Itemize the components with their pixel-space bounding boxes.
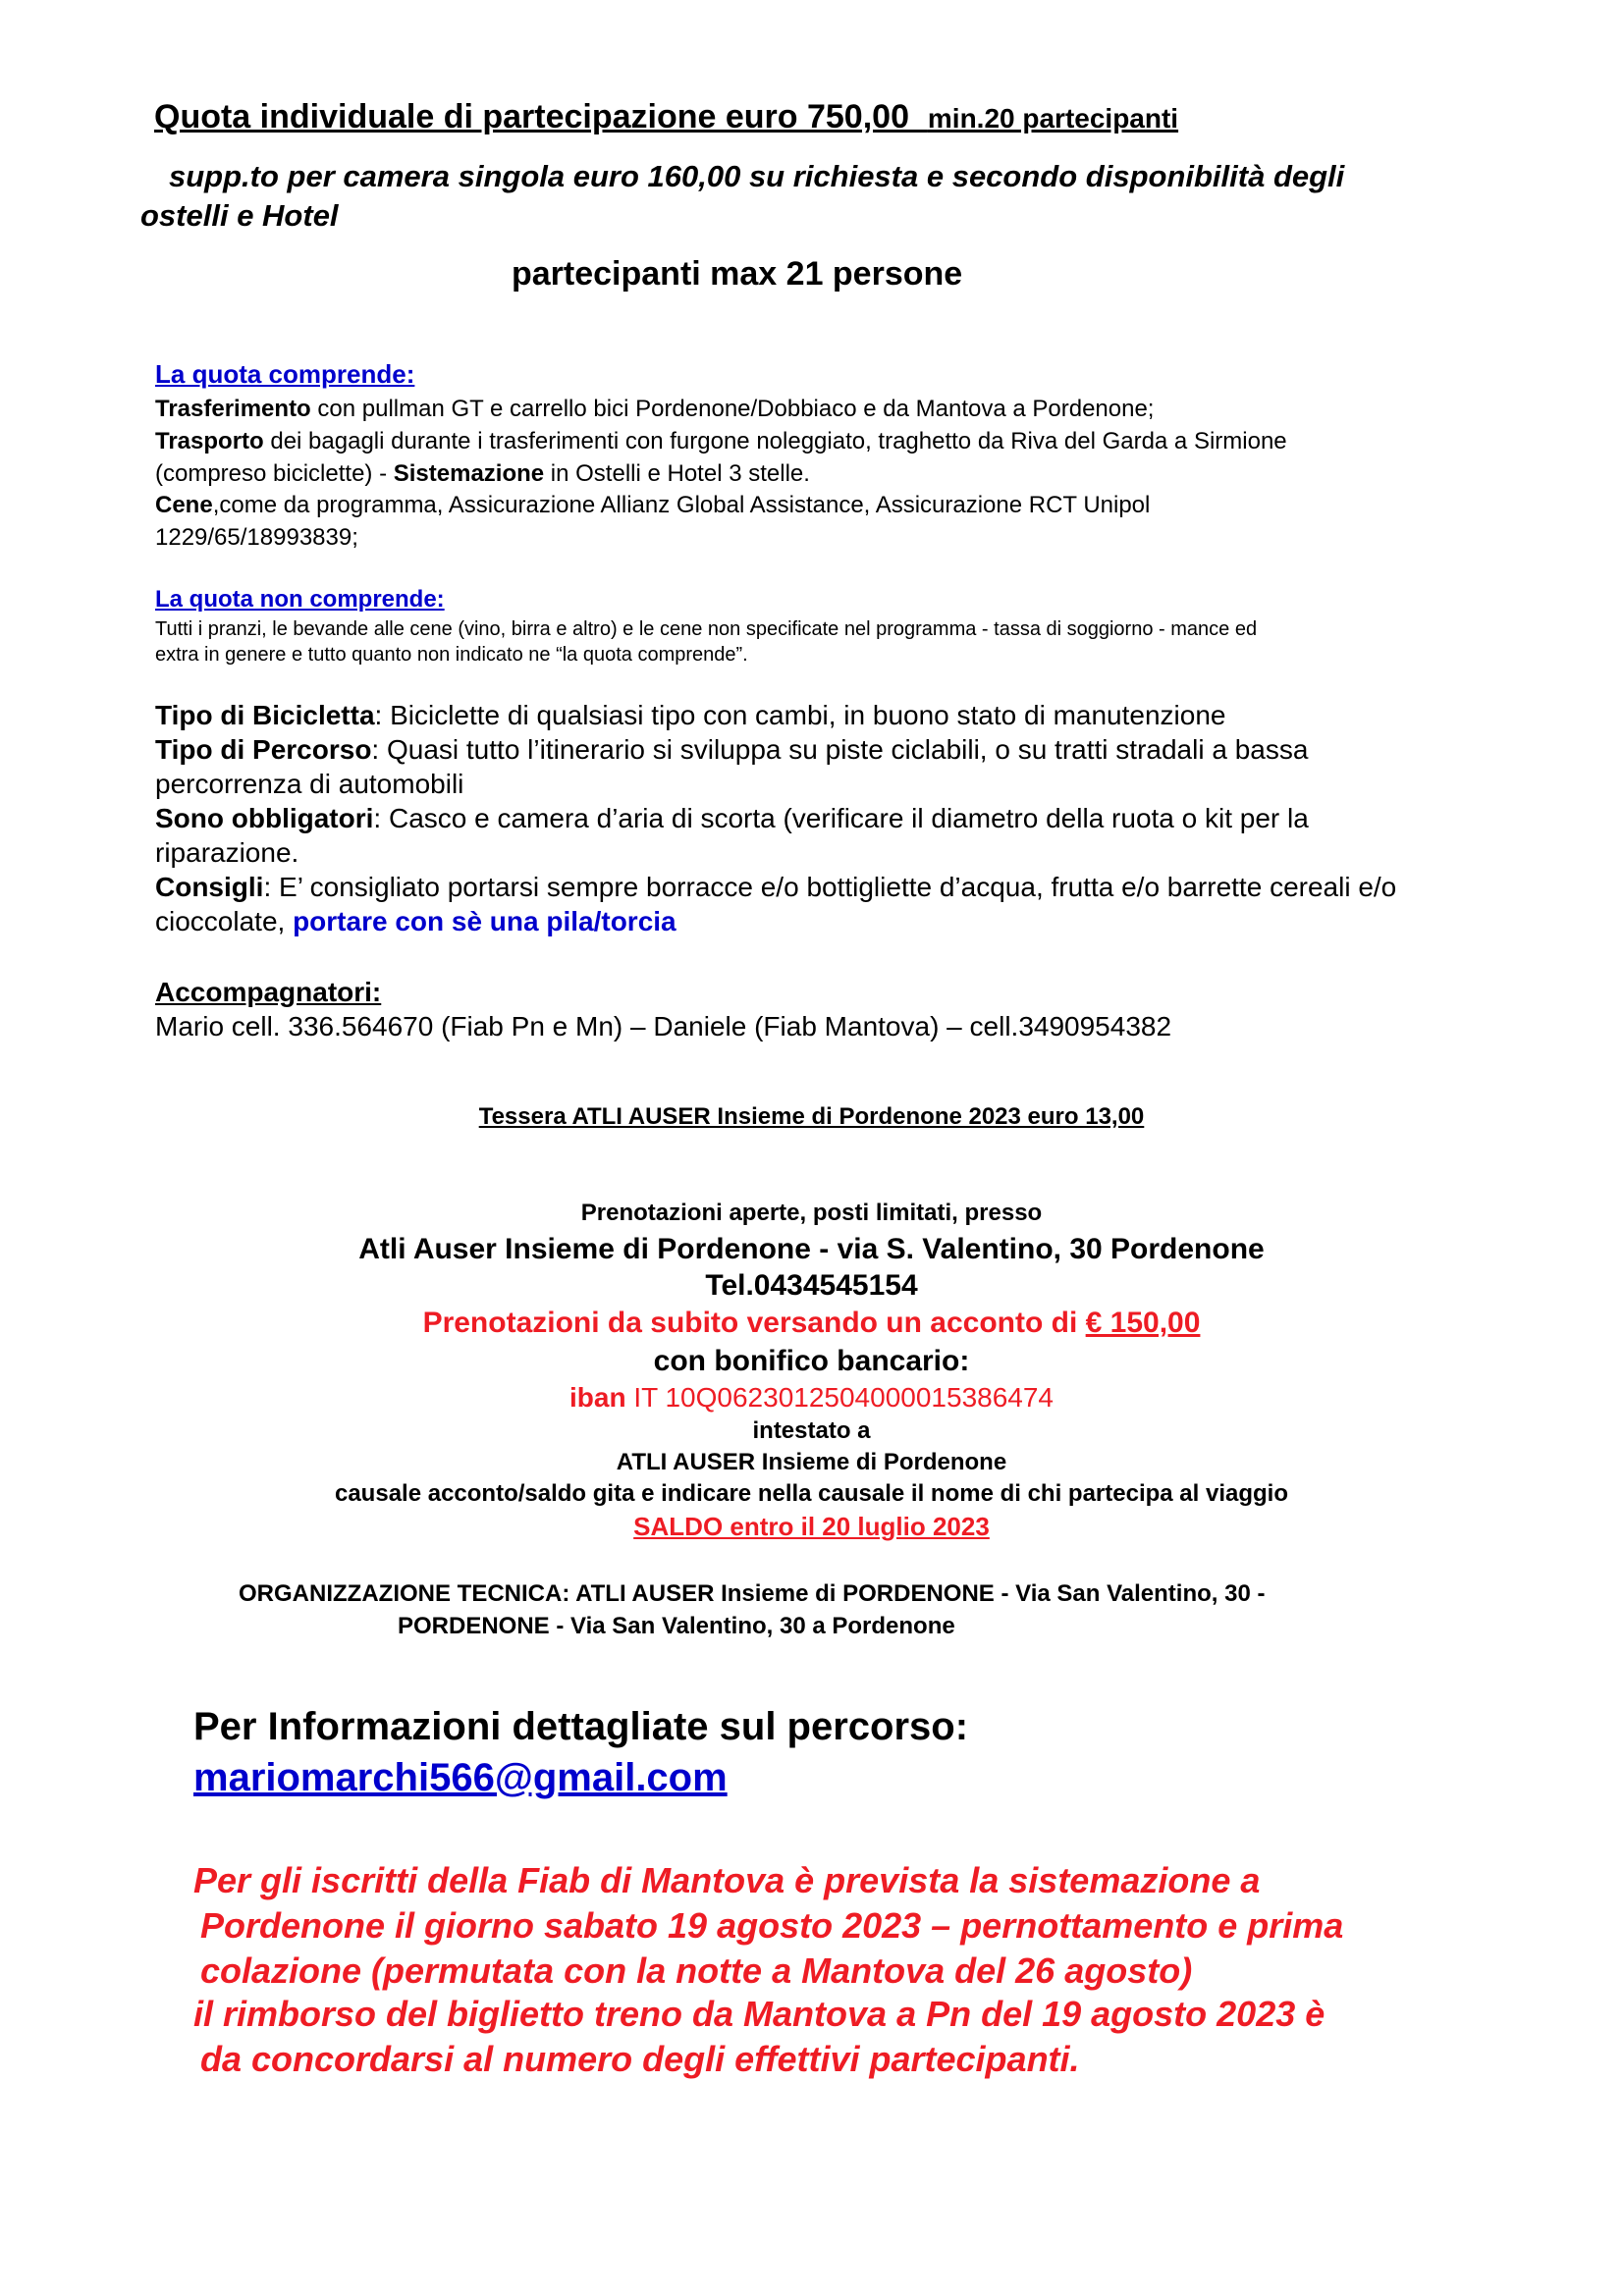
includes-heading: La quota comprende:	[155, 359, 415, 389]
membership-fee: Tessera ATLI AUSER Insieme di Pordenone 2023 euro 13,00	[478, 1103, 1145, 1130]
booking-deposit	[0, 1307, 1623, 1340]
iban	[0, 1382, 1623, 1414]
includes-dinners-label: Cene	[155, 492, 213, 518]
advice-torch: portare con sè una pila/torcia	[293, 906, 676, 936]
guides-contacts: Mario cell. 336.564670 (Fiab Pn e Mn) – Daniele (Fiab Mantova) – cell.3490954382	[155, 1011, 1172, 1041]
includes-line-5: 1229/65/18993839;	[155, 524, 358, 551]
mantova-note-line-3: colazione (permutata con la notte a Mantova del 26 agosto)	[200, 1950, 1193, 1991]
includes-line-4	[155, 492, 1150, 519]
includes-line-2	[155, 428, 1287, 455]
advice-text-2: cioccolate,	[155, 906, 294, 936]
excludes-line-1: Tutti i pranzi, le bevande alle cene (vino, birra e altro) e le cene non specificate nel programma - tassa di soggiorno - mance ed	[155, 618, 1258, 640]
mantova-note-line-2: Pordenone il giorno sabato 19 agosto 2023 – pernottamento e prima	[200, 1905, 1344, 1946]
iban-value: IT 10Q0623012504000015386474	[625, 1382, 1054, 1413]
quota-title	[154, 98, 1178, 136]
balance-deadline: SALDO entro il 20 luglio 2023	[633, 1512, 990, 1541]
route-type-text: : Quasi tutto l’itinerario si sviluppa su piste ciclabili, o su tratti stradali a bassa	[371, 734, 1309, 765]
includes-line-3	[155, 460, 810, 488]
payee-label: intestato a	[752, 1417, 871, 1444]
booking-deposit-text: Prenotazioni da subito versando un acconto di	[422, 1307, 1086, 1339]
payee: ATLI AUSER Insieme di Pordenone	[616, 1449, 1007, 1475]
route-type	[155, 734, 1308, 766]
mandatory-text: : Casco e camera d’aria di scorta (verificare il diametro della ruota o kit per la	[373, 803, 1309, 833]
includes-transfer-text: con pullman GT e carrello bici Pordenone/Dobbiaco e da Mantova a Pordenone;	[310, 396, 1155, 422]
single-room-supplement: supp.to per camera singola euro 160,00 su richiesta e secondo disponibilità degli	[169, 159, 1345, 193]
booking-phone: Tel.0434545154	[705, 1269, 918, 1302]
mandatory-label: Sono obbligatori	[155, 803, 374, 833]
payment-reason: causale acconto/saldo gita e indicare nella causale il nome di chi partecipa al viaggio	[334, 1480, 1288, 1507]
includes-transport-label: Trasporto	[155, 428, 264, 454]
booking-open: Prenotazioni aperte, posti limitati, presso	[580, 1200, 1043, 1226]
advice	[155, 872, 1396, 903]
bike-type-label: Tipo di Bicicletta	[155, 700, 375, 730]
includes-transport-text: dei bagagli durante i trasferimenti con furgone noleggiato, traghetto da Riva del Garda a Sirmione	[263, 428, 1287, 454]
route-type-label: Tipo di Percorso	[155, 734, 372, 765]
quota-min: min.20 partecipanti	[927, 103, 1179, 133]
advice-2	[155, 906, 676, 937]
advice-label: Consigli	[155, 872, 264, 902]
booking-deposit-amount: € 150,00	[1085, 1307, 1201, 1339]
excludes-line-2: extra in genere e tutto quanto non indicato ne “la quota comprende”.	[155, 644, 748, 666]
info-heading: Per Informazioni dettagliate sul percorso:	[193, 1705, 969, 1748]
max-participants: partecipanti max 21 persone	[512, 255, 963, 293]
route-type-2: percorrenza di automobili	[155, 769, 464, 799]
tech-org-line-1: ORGANIZZAZIONE TECNICA: ATLI AUSER Insieme di PORDENONE - Via San Valentino, 30 -	[239, 1580, 1266, 1607]
bike-type	[155, 700, 1225, 731]
bank-transfer: con bonifico bancario:	[653, 1345, 970, 1377]
quota-price: Quota individuale di partecipazione euro 750,00	[154, 98, 909, 135]
includes-lodging-label: Sistemazione	[393, 460, 545, 487]
includes-transfer-label: Trasferimento	[155, 396, 311, 422]
mantova-note-line-4: il rimborso del biglietto treno da Mantova a Pn del 19 agosto 2023 è	[193, 1994, 1325, 2034]
mantova-note-line-1: Per gli iscritti della Fiab di Mantova è prevista la sistemazione a	[193, 1860, 1261, 1900]
bike-type-text: : Biciclette di qualsiasi tipo con cambi, in buono stato di manutenzione	[374, 700, 1226, 730]
includes-lodging-text: in Ostelli e Hotel 3 stelle.	[544, 460, 810, 487]
tech-org-line-2: PORDENONE - Via San Valentino, 30 a Pordenone	[398, 1613, 955, 1639]
mandatory-2: riparazione.	[155, 837, 299, 868]
single-room-supplement-2: ostelli e Hotel	[140, 198, 339, 233]
iban-label: iban	[568, 1382, 626, 1413]
advice-text: : E’ consigliato portarsi sempre borracce e/o bottigliette d’acqua, frutta e/o barrette cereali e/o	[263, 872, 1397, 902]
contact-email[interactable]: mariomarchi566@gmail.com	[193, 1756, 728, 1799]
booking-office: Atli Auser Insieme di Pordenone - via S. Valentino, 30 Pordenone	[358, 1233, 1265, 1265]
excludes-heading: La quota non comprende:	[155, 586, 445, 613]
includes-dinners-text: ,come da programma, Assicurazione Allianz Global Assistance, Assicurazione RCT Unipol	[212, 492, 1151, 518]
includes-line-1	[155, 396, 1154, 423]
mantova-note-line-5: da concordarsi al numero degli effettivi partecipanti.	[200, 2039, 1080, 2079]
includes-bikes-text: (compreso biciclette) -	[155, 460, 394, 487]
guides-heading: Accompagnatori:	[155, 977, 382, 1007]
mandatory	[155, 803, 1309, 834]
